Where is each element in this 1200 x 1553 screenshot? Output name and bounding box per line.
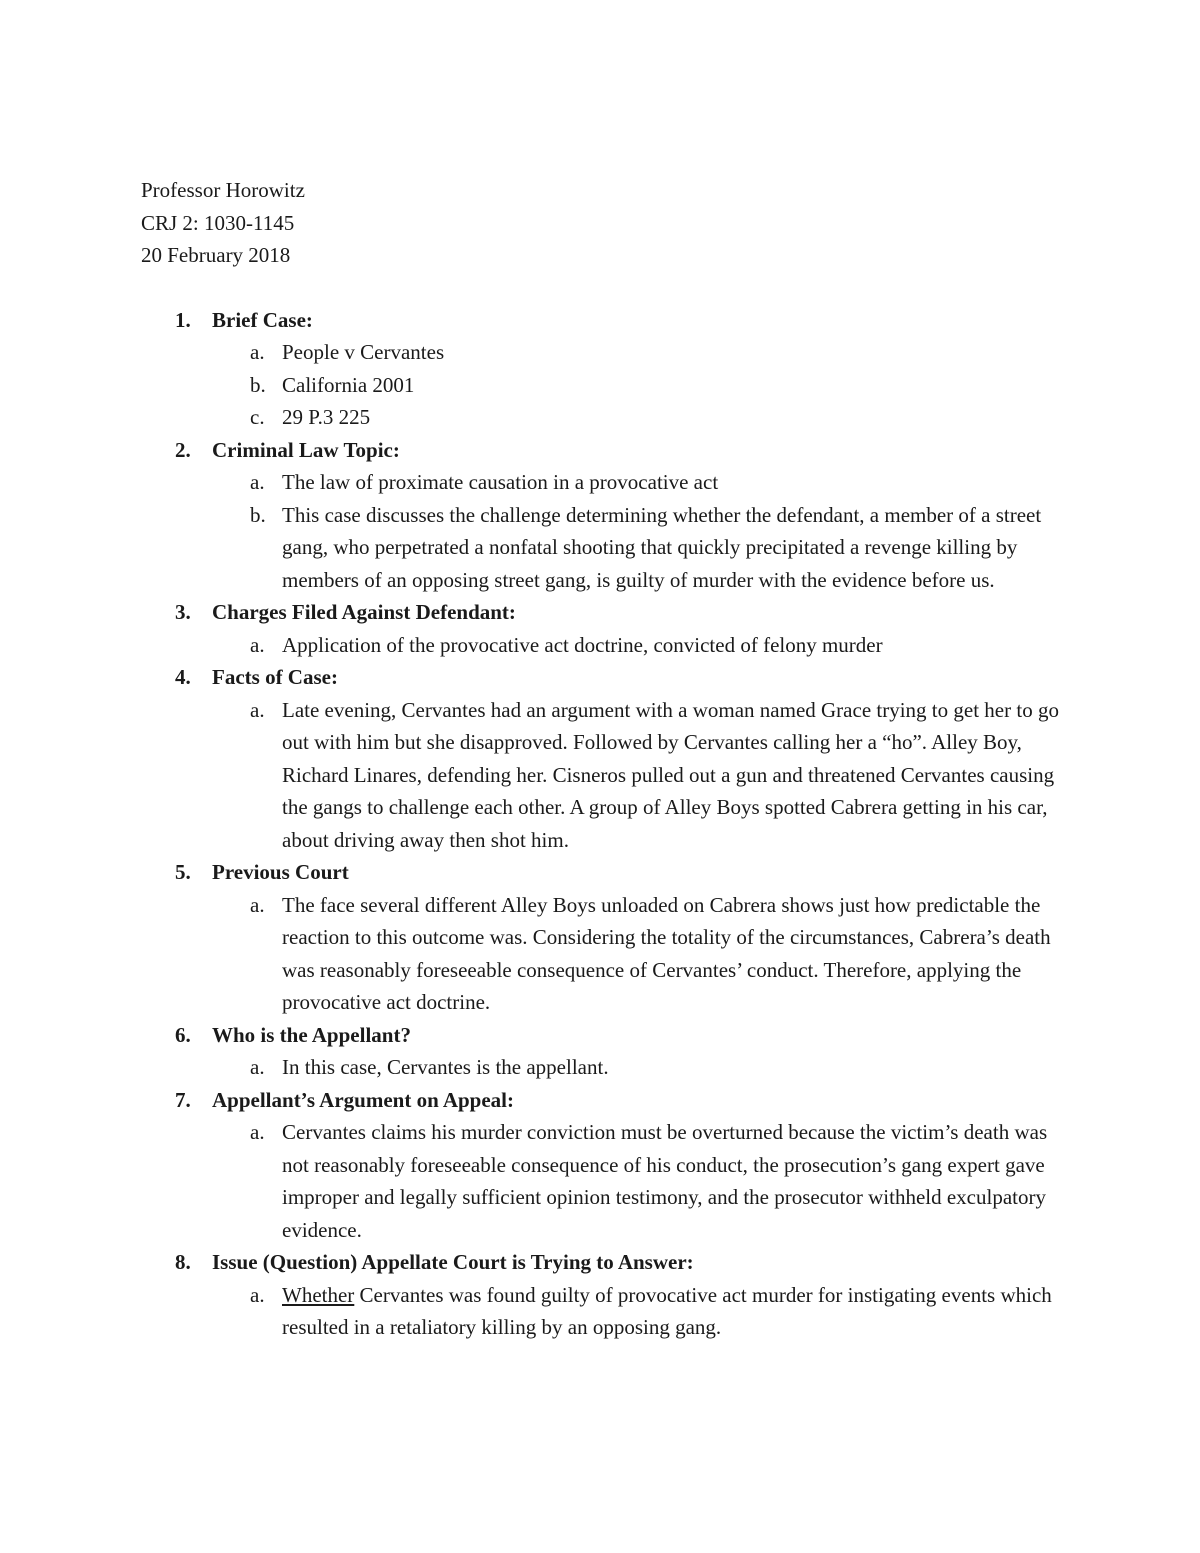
list-item [212, 499, 1071, 597]
section-brief-case [141, 304, 1071, 434]
item-letter: a. [250, 1120, 265, 1144]
section-title: Criminal Law Topic: [212, 437, 400, 462]
sub-list [212, 694, 1071, 857]
list-item [212, 1279, 1071, 1344]
item-text: The law of proximate causation in a provocative act [282, 470, 719, 494]
section-title: Issue (Question) Appellate Court is Trying to Answer: [212, 1250, 694, 1274]
section-appellant-argument [141, 1084, 1071, 1247]
item-letter: b. [250, 502, 266, 527]
item-text: Cervantes was found guilty of provocative act murder for instigating events which resulted in a retaliatory killing by an opposing gang. [282, 1282, 1052, 1339]
list-item [212, 466, 1071, 499]
section-number: 5. [175, 860, 191, 884]
list-item [212, 1116, 1071, 1246]
item-letter: a. [250, 1055, 265, 1079]
sub-list [212, 889, 1071, 1019]
document-date: 20 February 2018 [141, 243, 291, 267]
list-item [212, 401, 1071, 434]
section-title: Facts of Case: [212, 665, 338, 689]
item-text: Late evening, Cervantes had an argument with a woman named Grace trying to get her to go out with him but she disapproved. Followed by Cervantes calling her a “ho”. Alley Boy, Richard Linares, defending her. Cisneros pulled out a gun and threatened Cervantes causing the gangs to challenge each other. A group of Alley Boys spotted Cabrera getting in his car, about driving away then shot him. [282, 697, 1059, 852]
section-title: Brief Case: [212, 307, 313, 332]
section-appellant [141, 1019, 1071, 1084]
sub-list [212, 1279, 1071, 1344]
item-text: California 2001 [282, 372, 415, 397]
section-title: Who is the Appellant? [212, 1022, 411, 1047]
item-letter: a. [250, 632, 265, 657]
list-item [212, 889, 1071, 1019]
section-charges-filed [141, 596, 1071, 661]
item-letter: a. [250, 697, 265, 722]
item-text: This case discusses the challenge determining whether the defendant, a member of a street gang, who perpetrated a nonfatal shooting that quickly precipitated a revenge killing by members of an opposing street gang, is guilty of murder with the evidence before us. [282, 502, 1042, 592]
section-number: 1. [175, 307, 191, 332]
item-text: The face several different Alley Boys unloaded on Cabrera shows just how predictable the reaction to this outcome was. Considering the totality of the circumstances, Cabrera’s death was reasonably foreseeable consequence of Cervantes’ conduct. Therefore, applying the provocative act doctrine. [282, 892, 1051, 1014]
list-item [212, 1051, 1071, 1084]
sub-list [212, 629, 1071, 662]
item-letter: c. [250, 405, 265, 429]
list-item [212, 629, 1071, 662]
section-title: Appellant’s Argument on Appeal: [212, 1087, 515, 1112]
section-number: 8. [175, 1250, 191, 1274]
sub-list [212, 1051, 1071, 1084]
item-text: Application of the provocative act doctrine, convicted of felony murder [282, 632, 883, 657]
document-page [141, 174, 1071, 1344]
section-number: 3. [175, 600, 191, 624]
item-text: 29 P.3 225 [282, 405, 371, 429]
sub-list [212, 336, 1071, 434]
course-info: CRJ 2: 1030-1145 [141, 210, 295, 235]
section-number: 4. [175, 665, 191, 689]
section-number: 7. [175, 1087, 191, 1112]
item-letter: a. [250, 470, 265, 494]
item-lead-underlined: Whether [282, 1282, 355, 1307]
document-header [141, 174, 1071, 272]
item-letter: a. [250, 892, 265, 917]
item-letter: a. [250, 1282, 265, 1307]
section-number: 6. [175, 1022, 191, 1047]
case-brief-list [141, 304, 1071, 1344]
list-item [212, 369, 1071, 402]
sub-list [212, 466, 1071, 596]
section-previous-court [141, 856, 1071, 1019]
list-item [212, 336, 1071, 369]
list-item [212, 694, 1071, 857]
section-number: 2. [175, 437, 191, 462]
professor-name: Professor Horowitz [141, 178, 305, 202]
item-text: People v Cervantes [282, 340, 445, 364]
section-criminal-law-topic [141, 434, 1071, 597]
section-title: Charges Filed Against Defendant: [212, 600, 516, 624]
item-text: Cervantes claims his murder conviction must be overturned because the victim’s death was not reasonably foreseeable consequence of his conduct, the prosecution’s gang expert gave improper and legally sufficient opinion testimony, and the prosecutor withheld exculpatory evidence. [282, 1120, 1048, 1242]
section-issue [141, 1246, 1071, 1344]
item-letter: b. [250, 372, 266, 397]
section-facts-of-case [141, 661, 1071, 856]
item-letter: a. [250, 340, 265, 364]
item-text: In this case, Cervantes is the appellant. [282, 1055, 609, 1079]
sub-list [212, 1116, 1071, 1246]
section-title: Previous Court [212, 860, 349, 884]
